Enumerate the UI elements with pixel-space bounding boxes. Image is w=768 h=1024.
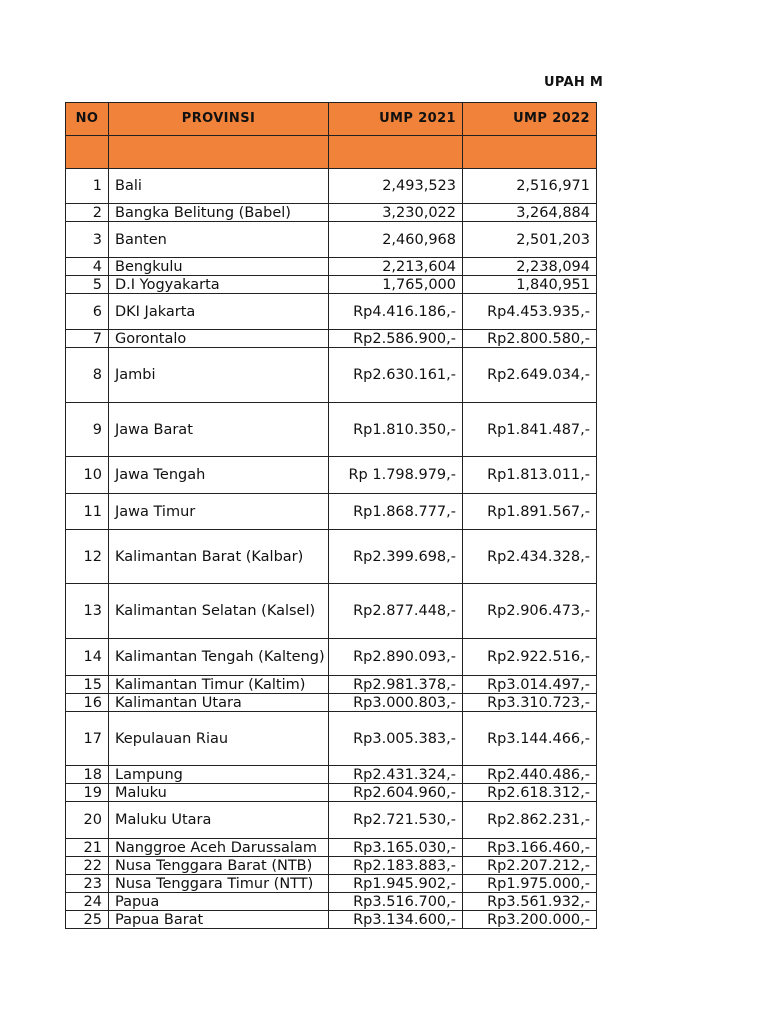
row-ump-2022-cell: Rp2.618.312,-: [463, 784, 597, 802]
row-no-cell: 9: [66, 403, 109, 457]
row-ump-2022-cell: Rp2.922.516,-: [463, 639, 597, 676]
row-ump-2022-cell: Rp2.207.212,-: [463, 857, 597, 875]
row-ump-2021-cell: 1,765,000: [329, 276, 463, 294]
row-ump-2021-cell: Rp2.431.324,-: [329, 766, 463, 784]
row-ump-2022-cell: Rp2.649.034,-: [463, 348, 597, 403]
row-ump-2021-cell: 3,230,022: [329, 204, 463, 222]
table-row: [66, 494, 597, 530]
row-no-cell: 21: [66, 839, 109, 857]
row-ump-2021-cell: 2,460,968: [329, 222, 463, 258]
row-ump-2021-cell: Rp2.604.960,-: [329, 784, 463, 802]
row-ump-2021-cell: Rp1.810.350,-: [329, 403, 463, 457]
row-ump-2021-cell: Rp2.399.698,-: [329, 530, 463, 584]
table-row: [66, 839, 597, 857]
header-subcell: [463, 136, 597, 169]
row-provinsi-cell: Papua Barat: [109, 911, 329, 929]
row-no-cell: 11: [66, 494, 109, 530]
row-ump-2021-cell: Rp4.416.186,-: [329, 294, 463, 330]
table-row: [66, 802, 597, 839]
row-no-cell: 20: [66, 802, 109, 839]
row-ump-2022-cell: Rp1.841.487,-: [463, 403, 597, 457]
title-visible-text: UPAH: [544, 75, 590, 90]
row-no-cell: 19: [66, 784, 109, 802]
row-no-cell: 6: [66, 294, 109, 330]
header-subcell: [66, 136, 109, 169]
table-row: [66, 639, 597, 676]
row-ump-2022-cell: Rp1.975.000,-: [463, 875, 597, 893]
header-ump-2021: UMP 2021: [329, 103, 463, 136]
row-ump-2021-cell: Rp1.868.777,-: [329, 494, 463, 530]
row-provinsi-cell: Nusa Tenggara Timur (NTT): [109, 875, 329, 893]
table-row: [66, 330, 597, 348]
table-row: [66, 875, 597, 893]
row-provinsi-cell: Maluku Utara: [109, 802, 329, 839]
table-row: [66, 348, 597, 403]
row-provinsi-cell: Nusa Tenggara Barat (NTB): [109, 857, 329, 875]
row-provinsi-cell: Gorontalo: [109, 330, 329, 348]
row-no-cell: 15: [66, 676, 109, 694]
table-row: [66, 893, 597, 911]
row-no-cell: 7: [66, 330, 109, 348]
row-ump-2021-cell: Rp2.877.448,-: [329, 584, 463, 639]
row-ump-2022-cell: Rp2.906.473,-: [463, 584, 597, 639]
table-row: [66, 676, 597, 694]
row-provinsi-cell: Papua: [109, 893, 329, 911]
row-ump-2021-cell: Rp 1.798.979,-: [329, 457, 463, 494]
row-no-cell: 2: [66, 204, 109, 222]
row-ump-2022-cell: 3,264,884: [463, 204, 597, 222]
header-no: NO: [66, 103, 109, 136]
row-ump-2021-cell: Rp2.586.900,-: [329, 330, 463, 348]
row-ump-2022-cell: Rp2.440.486,-: [463, 766, 597, 784]
row-ump-2022-cell: Rp3.200.000,-: [463, 911, 597, 929]
row-provinsi-cell: Bengkulu: [109, 258, 329, 276]
row-ump-2022-cell: Rp2.800.580,-: [463, 330, 597, 348]
row-provinsi-cell: Maluku: [109, 784, 329, 802]
row-ump-2021-cell: Rp2.890.093,-: [329, 639, 463, 676]
row-ump-2021-cell: 2,493,523: [329, 169, 463, 204]
table-row: [66, 276, 597, 294]
row-ump-2022-cell: 2,516,971: [463, 169, 597, 204]
row-provinsi-cell: Jawa Tengah: [109, 457, 329, 494]
row-ump-2022-cell: Rp3.561.932,-: [463, 893, 597, 911]
row-ump-2021-cell: Rp2.721.530,-: [329, 802, 463, 839]
title-clipped-text: M: [589, 75, 604, 90]
table-row: [66, 457, 597, 494]
row-provinsi-cell: Kalimantan Timur (Kaltim): [109, 676, 329, 694]
header-ump-2022: UMP 2022: [463, 103, 597, 136]
row-ump-2022-cell: Rp3.166.460,-: [463, 839, 597, 857]
table-row: [66, 294, 597, 330]
table-row: [66, 169, 597, 204]
row-provinsi-cell: Kalimantan Selatan (Kalsel): [109, 584, 329, 639]
row-ump-2021-cell: Rp2.630.161,-: [329, 348, 463, 403]
table-row: [66, 222, 597, 258]
row-provinsi-cell: Bangka Belitung (Babel): [109, 204, 329, 222]
row-provinsi-cell: Jawa Timur: [109, 494, 329, 530]
row-no-cell: 8: [66, 348, 109, 403]
row-ump-2021-cell: Rp3.516.700,-: [329, 893, 463, 911]
table-body: [66, 169, 597, 929]
row-ump-2021-cell: Rp3.005.383,-: [329, 712, 463, 766]
row-no-cell: 25: [66, 911, 109, 929]
row-no-cell: 4: [66, 258, 109, 276]
row-no-cell: 24: [66, 893, 109, 911]
row-no-cell: 17: [66, 712, 109, 766]
row-no-cell: 13: [66, 584, 109, 639]
header-provinsi: PROVINSI: [109, 103, 329, 136]
ump-table: [65, 102, 597, 929]
document-title: [544, 75, 604, 90]
header-subcell: [109, 136, 329, 169]
row-ump-2022-cell: Rp4.453.935,-: [463, 294, 597, 330]
row-no-cell: 5: [66, 276, 109, 294]
row-ump-2021-cell: Rp3.165.030,-: [329, 839, 463, 857]
row-no-cell: 1: [66, 169, 109, 204]
row-no-cell: 3: [66, 222, 109, 258]
row-ump-2021-cell: Rp2.981.378,-: [329, 676, 463, 694]
header-subrow: [66, 136, 597, 169]
row-ump-2022-cell: Rp3.144.466,-: [463, 712, 597, 766]
table-row: [66, 403, 597, 457]
row-ump-2022-cell: 2,501,203: [463, 222, 597, 258]
row-ump-2021-cell: Rp2.183.883,-: [329, 857, 463, 875]
row-ump-2021-cell: 2,213,604: [329, 258, 463, 276]
row-ump-2022-cell: Rp3.310.723,-: [463, 694, 597, 712]
row-no-cell: 22: [66, 857, 109, 875]
table-row: [66, 530, 597, 584]
row-ump-2021-cell: Rp3.000.803,-: [329, 694, 463, 712]
row-ump-2022-cell: 2,238,094: [463, 258, 597, 276]
row-provinsi-cell: Kalimantan Tengah (Kalteng): [109, 639, 329, 676]
header-subcell: [329, 136, 463, 169]
row-ump-2022-cell: Rp1.813.011,-: [463, 457, 597, 494]
row-ump-2022-cell: Rp3.014.497,-: [463, 676, 597, 694]
header-row: [66, 103, 597, 136]
table-row: [66, 766, 597, 784]
row-provinsi-cell: Jambi: [109, 348, 329, 403]
row-no-cell: 23: [66, 875, 109, 893]
row-no-cell: 12: [66, 530, 109, 584]
row-provinsi-cell: D.I Yogyakarta: [109, 276, 329, 294]
row-provinsi-cell: Kalimantan Barat (Kalbar): [109, 530, 329, 584]
table-row: [66, 784, 597, 802]
row-ump-2022-cell: Rp2.862.231,-: [463, 802, 597, 839]
row-no-cell: 10: [66, 457, 109, 494]
row-ump-2022-cell: Rp1.891.567,-: [463, 494, 597, 530]
table-row: [66, 712, 597, 766]
table-row: [66, 258, 597, 276]
row-ump-2021-cell: Rp3.134.600,-: [329, 911, 463, 929]
table-row: [66, 204, 597, 222]
row-provinsi-cell: Lampung: [109, 766, 329, 784]
row-no-cell: 16: [66, 694, 109, 712]
row-provinsi-cell: Jawa Barat: [109, 403, 329, 457]
row-provinsi-cell: Banten: [109, 222, 329, 258]
row-ump-2022-cell: Rp2.434.328,-: [463, 530, 597, 584]
row-ump-2021-cell: Rp1.945.902,-: [329, 875, 463, 893]
row-provinsi-cell: Nanggroe Aceh Darussalam: [109, 839, 329, 857]
table-row: [66, 911, 597, 929]
table-row: [66, 694, 597, 712]
row-provinsi-cell: Kalimantan Utara: [109, 694, 329, 712]
row-provinsi-cell: Bali: [109, 169, 329, 204]
row-ump-2022-cell: 1,840,951: [463, 276, 597, 294]
row-provinsi-cell: Kepulauan Riau: [109, 712, 329, 766]
row-provinsi-cell: DKI Jakarta: [109, 294, 329, 330]
table-row: [66, 857, 597, 875]
row-no-cell: 14: [66, 639, 109, 676]
row-no-cell: 18: [66, 766, 109, 784]
table-row: [66, 584, 597, 639]
